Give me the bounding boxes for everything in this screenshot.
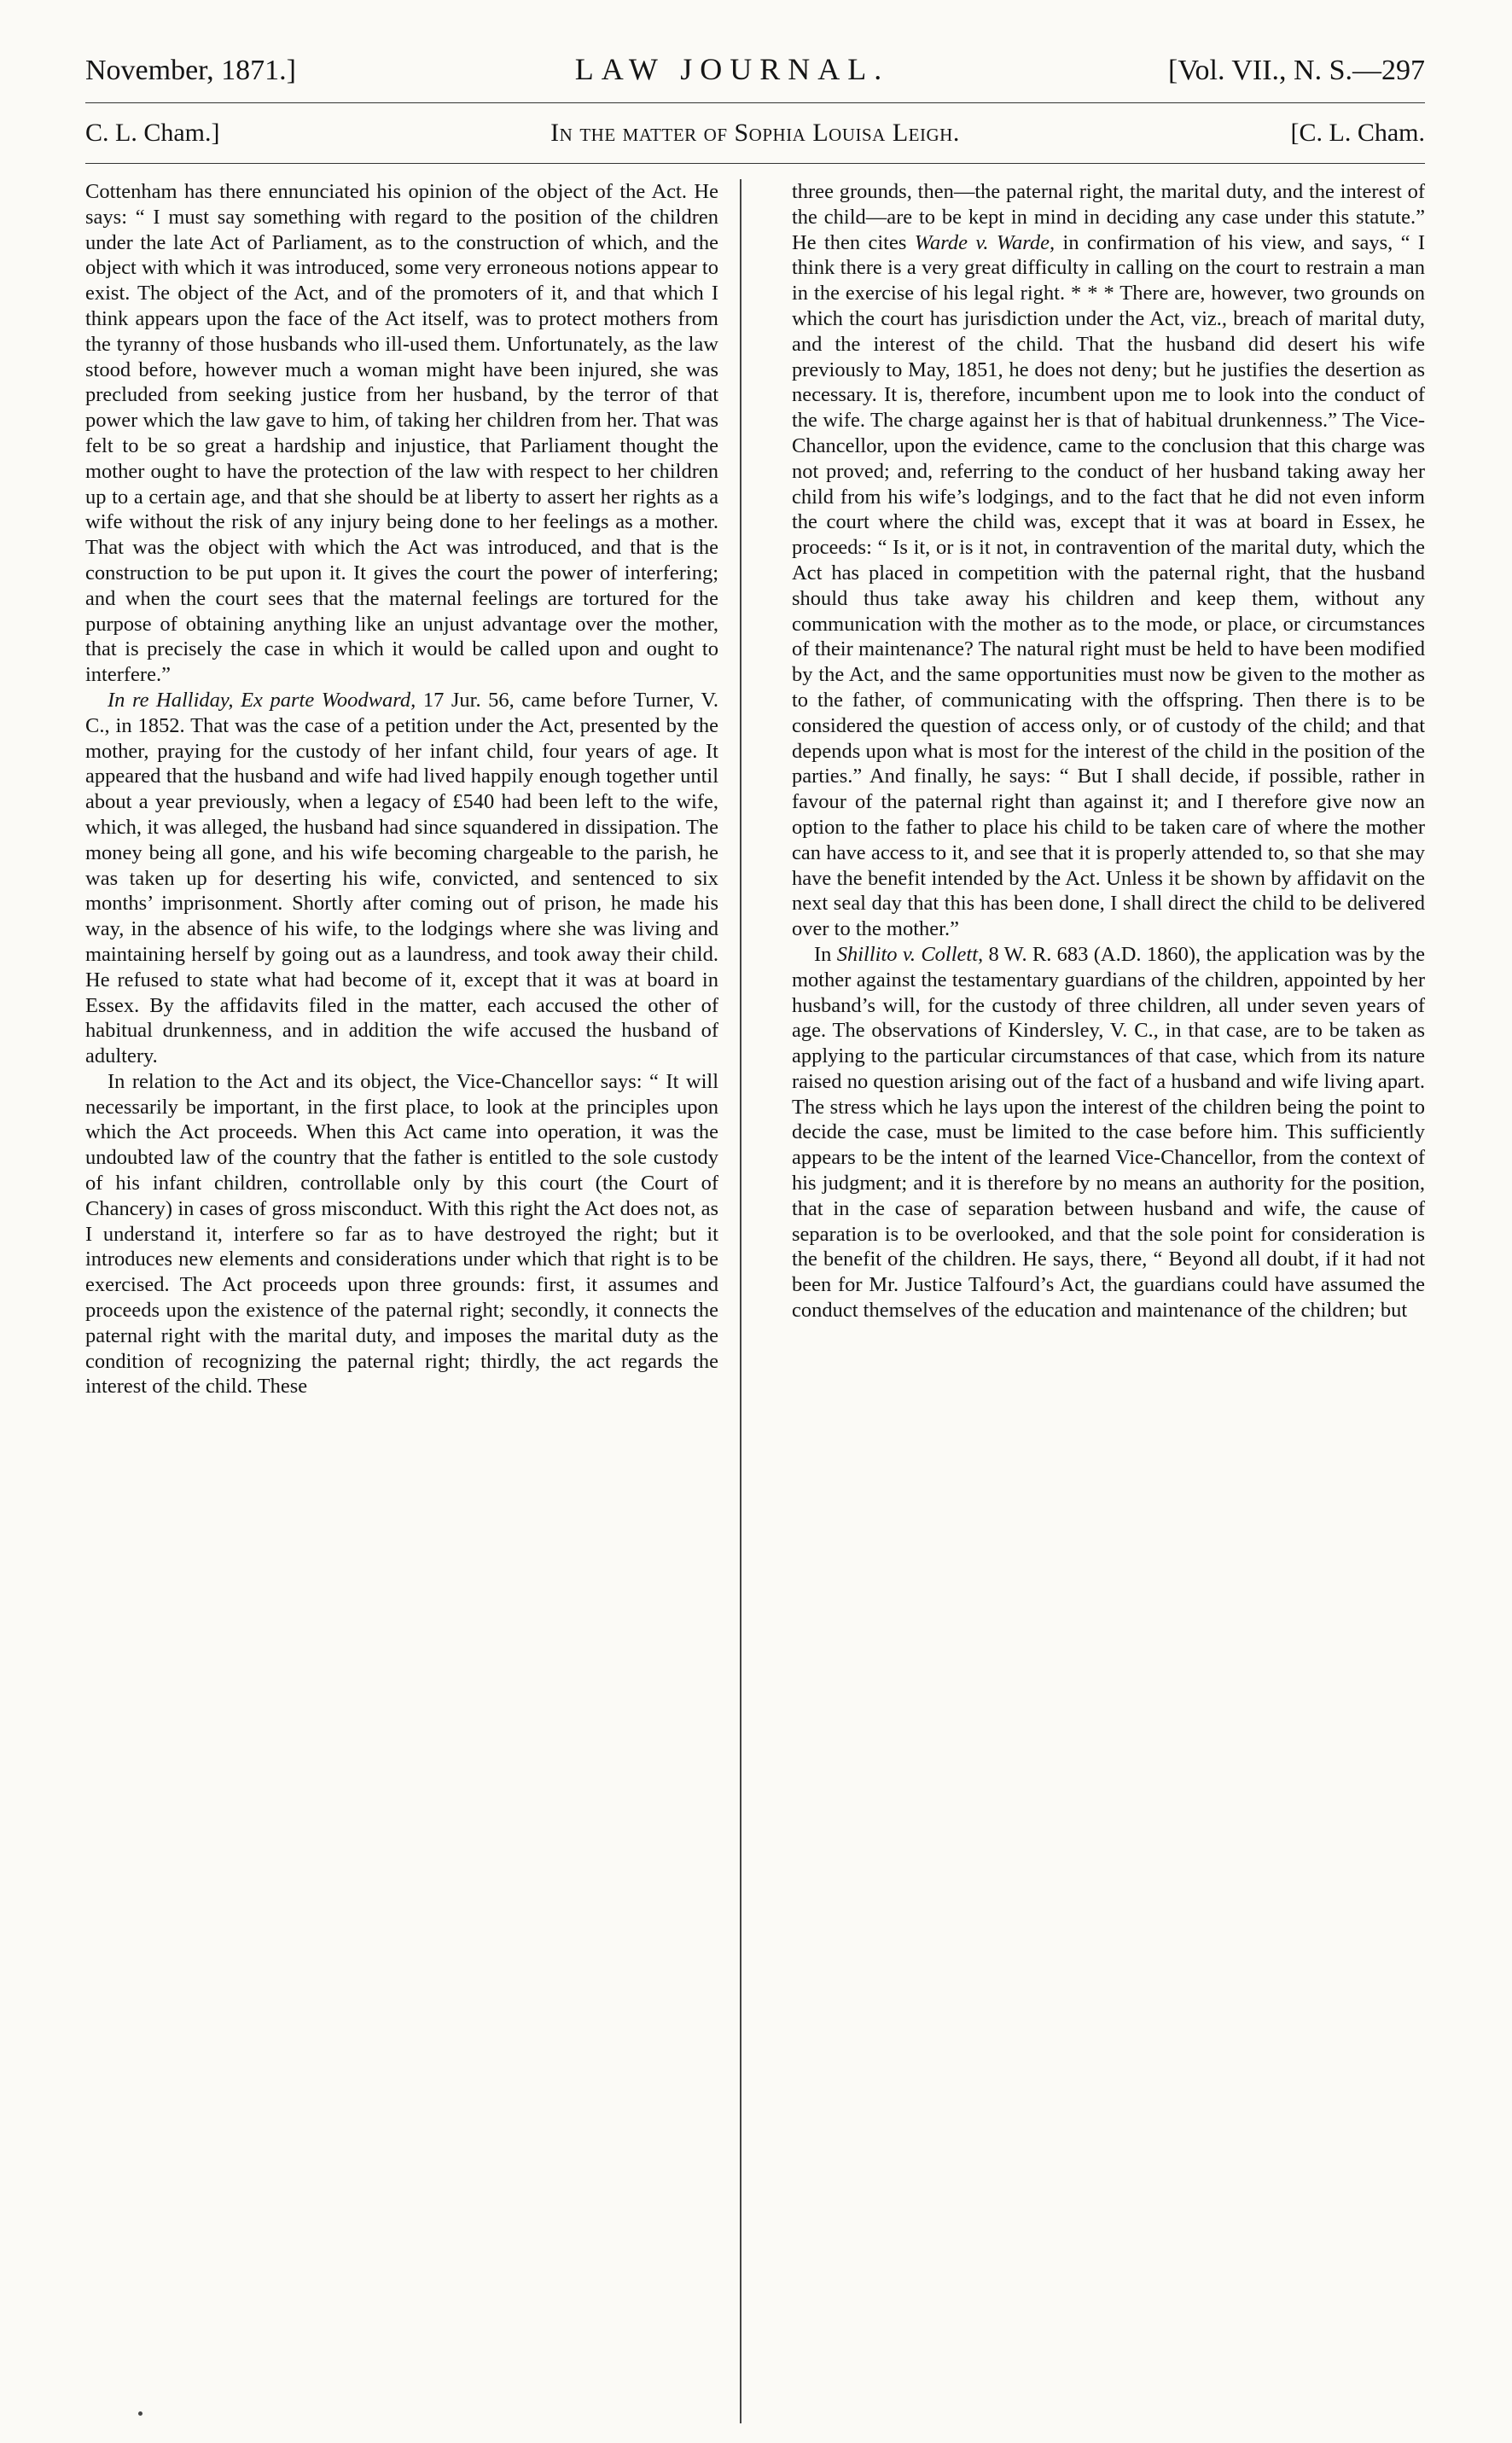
journal-title: LAW JOURNAL.: [574, 52, 890, 86]
left-column: [85, 179, 718, 1399]
printer-mark: [138, 2411, 142, 2416]
court-left: C. L. Cham.]: [85, 119, 220, 147]
paragraph: In relation to the Act and its object, the Vice-Chancellor says: “ It will necessarily be important, in the first place, to look at the principles upon which the Act proceeds. When this Act came into operation, it was the undoubted law of the country that the father is entitled to the sole custody of his infant children, controllable only by this court (the Court of Chancery) in cases of gross misconduct. With this right the Act does not, as I understand it, interfere so far as to have destroyed the right; but it introduces new elements and considerations under which that right is to be exercised. The Act proceeds upon three grounds: first, it assumes and proceeds upon the existence of the paternal right; secondly, it connects the paternal right with the marital duty, and imposes the marital duty as the condition of recognizing the paternal right; thirdly, the act regards the interest of the child. These: [85, 1069, 718, 1399]
case-citation: In re Halliday, Ex parte Woodward,: [108, 688, 416, 712]
case-heading: [85, 119, 1425, 164]
running-head: [85, 51, 1425, 103]
case-citation: Warde v. Warde,: [914, 230, 1055, 254]
journal-page: [85, 51, 1425, 1399]
issue-date: November, 1871.]: [85, 55, 296, 86]
paragraph: Cottenham has there ennunciated his opinion of the object of the Act. He says: “ I must say something with regard to the position of the children under the late Act of Parliament, as to the construction of which, and the object with which it was introduced, some very erroneous notions appear to exist. The object of the Act, and of the promoters of it, and that which I think appears upon the face of the Act itself, was to protect mothers from the tyranny of those husbands who ill-used them. Unfortunately, as the law stood before, however much a woman might have been injured, she was precluded from seeking justice from her husband, by the terror of that power which the law gave to him, of taking her children from her. That was felt to be so great a hardship and injustice, that Parliament thought the mother ought to have the protection of the law with respect to her children up to a certain age, and that she should be at liberty to assert her rights as a wife without the risk of any injury being done to her feelings as a mother. That was the object with which the Act was introduced, and that is the construction to be put upon it. It gives the court the power of interfering; and when the court sees that the maternal feelings are tortured for the purpose of obtaining anything like an unjust advantage over the mother, that is precisely the case in which it would be called upon and ought to interfere.”: [85, 180, 718, 687]
court-right: [C. L. Cham.: [1290, 119, 1425, 147]
text-columns: [85, 179, 1425, 1399]
case-title: In the matter of Sophia Louisa Leigh.: [550, 119, 960, 147]
paragraph: three grounds, then—the paternal right, the marital duty, and the interest of the child—are to be kept in mind in deciding any case under this statute.” He then cites Warde v. Warde, in confirmation of his view, and says, “ I think there is a very great difficulty in calling on the court to restrain a man in the exercise of his legal right. * * * There are, however, two grounds on which the court has jurisdiction under the Act, viz., breach of marital duty, and the interest of the child. That the husband did desert his wife previously to May, 1851, he does not deny; but he justifies the desertion as necessary. It is, therefore, incumbent upon me to look into the conduct of the wife. The charge against her is that of habitual drunkenness.” The Vice-Chancellor, upon the evidence, came to the conclusion that this charge was not proved; and, referring to the conduct of her husband taking away her child from his wife’s lodgings, and to the fact that he did not even inform the court where the child was, except that it was at board in Essex, he proceeds: “ Is it, or is it not, in contravention of the marital duty, which the Act has placed in competition with the paternal right, that the husband should thus take away his children and keep them, without any communication with the mother as to the mode, or place, or circumstances of their maintenance? The natural right must be held to have been modified by the Act, and the same opportunities must now be given to the mother as to the father, of communicating with the offspring. Then there is to be considered the question of access only, or of custody of the child; and that depends upon what is most for the interest of the child in the position of the parties.” And finally, he says: “ But I shall decide, if possible, rather in favour of the paternal right than against it; and I therefore give now an option to the father to place his child to be taken care of where the mother can have access to it, and see that it is properly attended to, so that she may have the benefit intended by the Act. Unless it be shown by affidavit on the next seal day that this has been done, I shall direct the child to be delivered over to the mother.”: [792, 180, 1426, 941]
volume-page-number: [Vol. VII., N. S.—297: [1168, 55, 1425, 86]
column-divider: [740, 179, 741, 2423]
paragraph: In re Halliday, Ex parte Woodward, 17 Jur. 56, came before Turner, V. C., in 1852. That was the case of a petition under the Act, presented by the mother, praying for the custody of her infant child, four years of age. It appeared that the husband and wife had lived happily enough together until about a year previously, when a legacy of £540 had been left to the wife, which, it was alleged, the husband had since squandered in dissipation. The money being all gone, and his wife becoming chargeable to the parish, he was taken up for deserting his wife, convicted, and sentenced to six months’ imprisonment. Shortly after coming out of prison, he made his way, in the absence of his wife, to the lodgings where she was living and maintaining herself by going out as a laundress, and took away their child. He refused to state what had become of it, except that it was at board in Essex. By the affidavits filed in the matter, each accused the other of habitual drunkenness, and in addition the wife accused the husband of adultery.: [85, 688, 718, 1068]
right-column: [792, 179, 1425, 1399]
case-citation: Shillito v. Collett,: [836, 942, 984, 966]
paragraph: In Shillito v. Collett, 8 W. R. 683 (A.D. 1860), the application was by the mother against the testamentary guardians of the children, appointed by her husband’s will, for the custody of three children, all under seven years of age. The observations of Kindersley, V. C., in that case, are to be taken as applying to the particular circumstances of that case, which from its nature raised no question arising out of the fact of a husband and wife living apart. The stress which he lays upon the interest of the children being the point to decide the case, must be limited to the case before him. This sufficiently appears to be the intent of the learned Vice-Chancellor, from the context of his judgment; and it is therefore by no means an authority for the position, that in the case of separation between husband and wife, the cause of separation is to be overlooked, and that the sole point for consideration is the benefit of the children. He says, there, “ Beyond all doubt, if it had not been for Mr. Justice Talfourd’s Act, the guardians could have assumed the conduct themselves of the education and maintenance of the children; but: [792, 942, 1425, 1323]
